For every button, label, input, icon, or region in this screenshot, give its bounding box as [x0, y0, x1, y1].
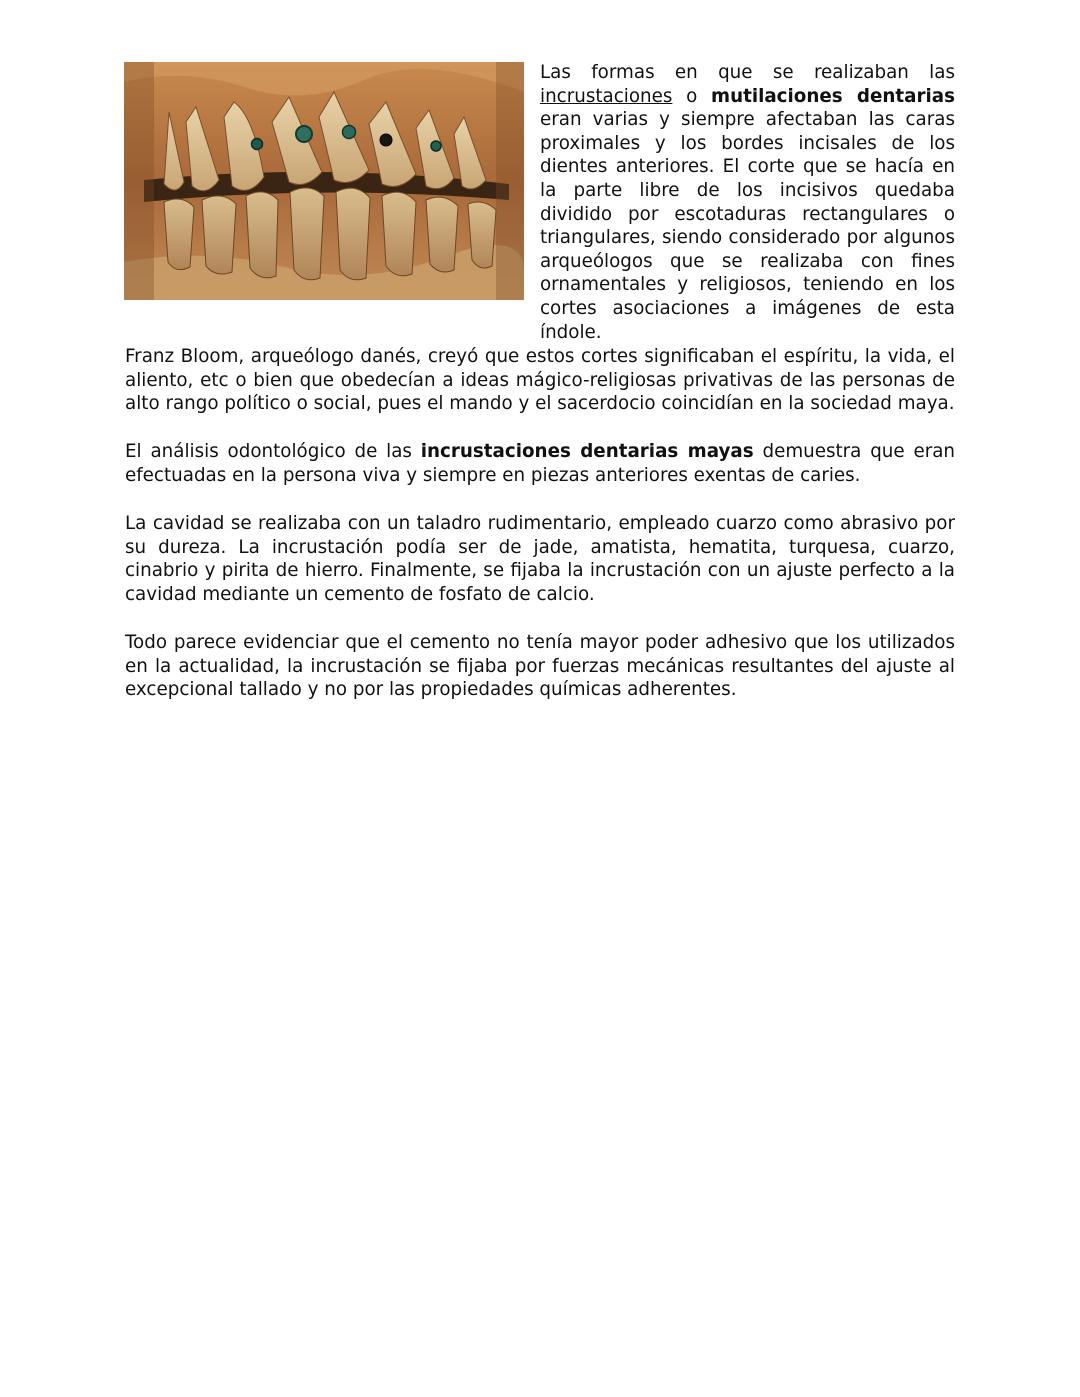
paragraph-cavity: La cavidad se realizaba con un taladro rudimentario, empleado cuarzo como abrasivo por su dureza. La incrustación podía ser de jade, amatista, hematita, turquesa, cuarzo, cinabrio y pirita de hierro. Finalmente, se fijaba la incrustación con un ajuste perfecto a la cavidad mediante un cemento de fosfato de calcio.: [125, 513, 955, 605]
p2-bold-term: incrustaciones dentarias mayas: [420, 441, 754, 462]
intro-text-start: Las formas en que se realizaban las: [540, 62, 955, 83]
p2-text-rest: demuestra que eran efectuadas en la persona viva y siempre en piezas anteriores exentas de caries.: [125, 441, 956, 486]
p2-text-start: El análisis odontológico de las: [125, 441, 421, 462]
maya-teeth-inlays-photo: [124, 62, 524, 300]
paragraph-franz-bloom: Franz Bloom, arqueólogo danés, creyó que estos cortes significaban el espíritu, la vida, el aliento, etc o bien que obedecían a ideas mágico-religiosas privativas de las personas de alto rango político o social, pues el mando y el sacerdocio coincidían en la sociedad maya.: [125, 346, 955, 415]
intro-bold-term: mutilaciones dentarias: [711, 85, 955, 107]
intro-text-conjunction: o: [672, 85, 712, 107]
paragraph-cement: Todo parece evidenciar que el cemento no tenía mayor poder adhesivo que los utilizados en la actualidad, la incrustación se fijaba por fuerzas mecánicas resultantes del ajuste al excepcional tallado y no por las propiedades químicas adherentes.: [125, 632, 955, 701]
intro-text-rest: eran varias y siempre afectaban las caras proximales y los bordes incisales de los dientes anteriores. El corte que se hacía en la parte libre de los incisivos quedaba dividido por escotaduras rectangulares o triangulares, siendo considerado por algunos arqueólogos que se realizaba con fines ornamentales y religiosos, teniendo en los cortes asociaciones a imágenes de esta índole.: [540, 109, 955, 343]
intro-paragraph: [540, 61, 955, 344]
incrustaciones-link[interactable]: incrustaciones: [540, 85, 673, 107]
paragraph-odontological-analysis: [125, 440, 955, 487]
